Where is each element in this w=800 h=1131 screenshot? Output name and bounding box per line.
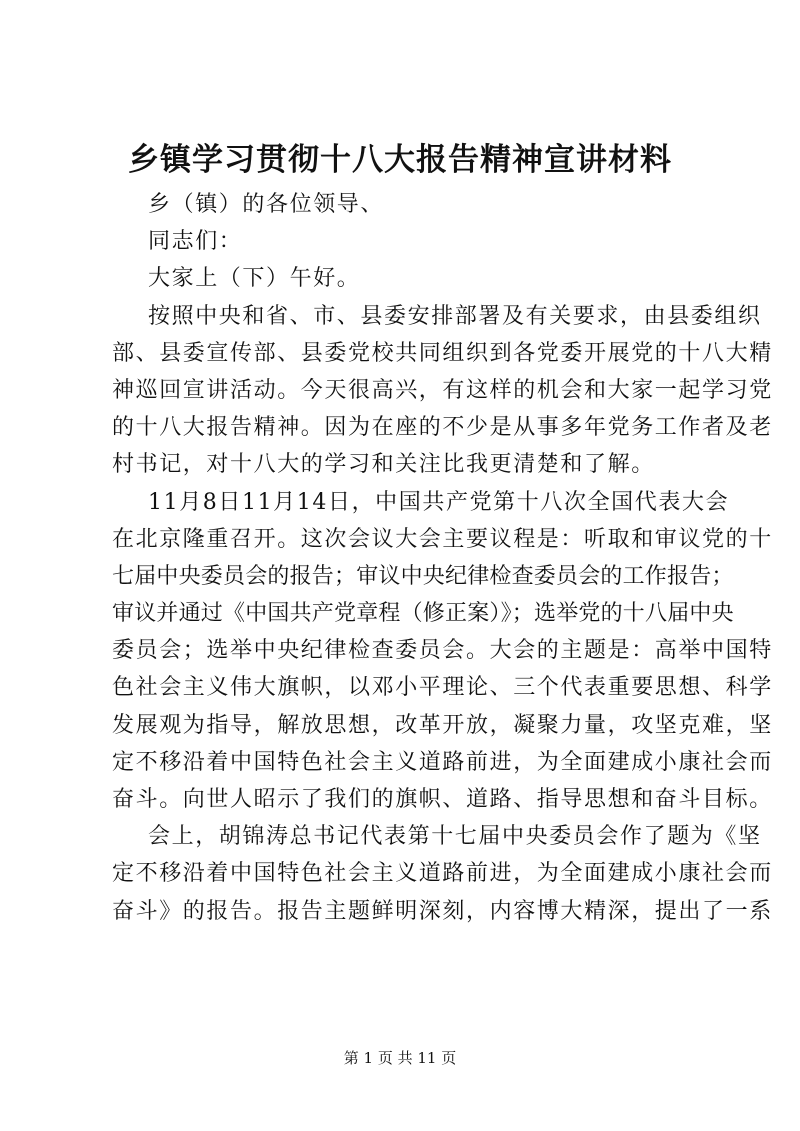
body-line: 乡（镇）的各位领导、 — [148, 192, 385, 217]
body-line: 大家上（下）午好。 — [148, 266, 361, 292]
body-line: 审议并通过《中国共产党章程（修正案）》；选举党的十八届中央 — [112, 601, 734, 627]
body-line: 奋斗》的报告。报告主题鲜明深刻，内容博大精深，提出了一系 — [112, 898, 773, 924]
body-line: 定不移沿着中国特色社会主义道路前进，为全面建成小康社会而 — [112, 749, 773, 775]
body-line: 发展观为指导，解放思想，改革开放，凝聚力量，攻坚克难，坚 — [112, 712, 773, 738]
document-body — [112, 186, 773, 930]
body-line: 村书记，对十八大的学习和关注比我更清楚和了解。 — [112, 452, 655, 478]
body-line: 色社会主义伟大旗帜，以邓小平理论、三个代表重要思想、科学 — [112, 675, 773, 701]
body-line: 会上，胡锦涛总书记代表第十七届中央委员会作了题为《坚 — [148, 824, 762, 850]
body-line: 定不移沿着中国特色社会主义道路前进，为全面建成小康社会而 — [112, 861, 773, 887]
document-title: 乡镇学习贯彻十八大报告精神宣讲材料 — [128, 142, 672, 178]
body-line: 按照中央和省、市、县委安排部署及有关要求，由县委组织 — [148, 303, 762, 329]
body-line: 奋斗。向世人昭示了我们的旗帜、道路、指导思想和奋斗目标。 — [112, 787, 773, 812]
body-line: 同志们： — [148, 229, 243, 255]
body-line: 部、县委宣传部、县委党校共同组织到各党委开展党的十八大精 — [112, 340, 773, 366]
body-line: 神巡回宣讲活动。今天很高兴，有这样的机会和大家一起学习党 — [112, 377, 773, 403]
body-line: 的十八大报告精神。因为在座的不少是从事多年党务工作者及老 — [112, 415, 773, 441]
body-line: 七届中央委员会的报告；审议中央纪律检查委员会的工作报告； — [112, 563, 734, 589]
body-line: 11月8日11月14日，中国共产党第十八次全国代表大会 — [148, 489, 730, 515]
body-line: 在北京隆重召开。这次会议大会主要议程是：听取和审议党的十 — [112, 526, 773, 552]
body-line: 委员会；选举中央纪律检查委员会。大会的主题是：高举中国特 — [112, 638, 773, 664]
page-footer: 第 1 页 共 11 页 — [343, 1049, 457, 1067]
